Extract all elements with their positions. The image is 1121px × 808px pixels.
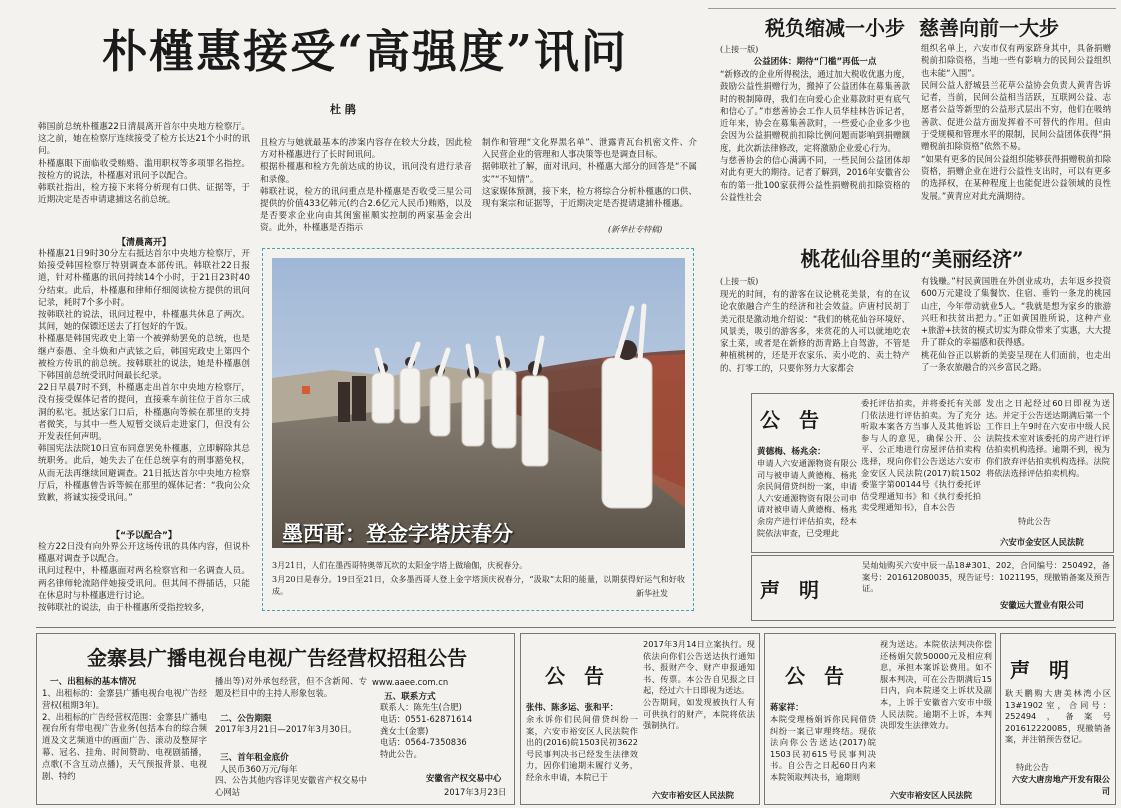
- notice-text: 余永诉你们民间借贷纠纷一案，六安市裕安区人民法院作出的(2016)皖1503民初3622号民事判决书已经发生法律效力，因你们逾期未履行义务，经余永申请，本院已于: [526, 714, 638, 782]
- notice-recipient: 蒋家祥：: [770, 702, 804, 712]
- ad-text: 四、公告其他内容详见安徽省产权交易中心网站: [215, 775, 367, 797]
- ad-section: 一、出租标的基本情况: [50, 677, 136, 687]
- ad-url: www.aaee.com.cn: [372, 677, 449, 687]
- source-credit: (新华社专特稿): [608, 225, 663, 234]
- notice-text: 2017年3月14日立案执行。现依法向你们公告送达执行通知书、报财产令、财产申报通知书、传票。本公告自见报之日起，经过六十日即视为送达。 公告期间，如发现被执行人有可供执行的财产，本院将依法强制执行。: [643, 639, 755, 731]
- statement-heading: 声 明: [1010, 658, 1075, 682]
- notice-recipient: 黄德梅、杨兆余：: [757, 447, 826, 457]
- notice-text: 发出之日起经过60日即视为送达。并定于公告送达期满后第一个工作日上午9时在六安市中级人民法院技术室对该委托的房产进行评估拍卖机构选择。逾期不到，视为你们放弃评估拍卖机构选择。法院将依法选择评估拍卖机构。: [986, 398, 1110, 478]
- ad-date: 2017年3月23日: [444, 787, 507, 797]
- ad-title: 金寨县广播电视台电视广告经营权招租公告: [87, 646, 467, 670]
- news-photo: [272, 258, 685, 548]
- notice-sign: 六安市裕安区人民法院: [890, 790, 972, 800]
- statement-heading: 声 明: [760, 578, 825, 602]
- peach-headline: 桃花仙谷里的“美丽经济”: [800, 247, 1024, 271]
- notice-text: 申请人六安通源物资有限公司与被申请人黄德梅、杨兆余民间借贷纠纷一案，申请人六安通源物资有限公司申请对被申请人黄德梅、杨兆余房产进行评估拍卖，经本院依法审查，已受理此: [757, 458, 857, 538]
- tax-headline: 税负缩减一小步 慈善向前一大步: [765, 16, 1059, 40]
- notice-text: 视为送达。本院依法判决你偿还杨娟欠款50000元及相应利息，承担本案诉讼费用。如不服本判决，可在公告期满后15日内，向本院递交上诉状及副本，上诉于安徽省六安市中级人民法院。逾期不上诉，本判决即发生法律效力。: [880, 639, 992, 731]
- subheading: 【清晨离开】: [116, 238, 171, 248]
- notice-recipient: 张伟、陈多运、张和平：: [526, 702, 619, 712]
- subheading: 【“予以配合”】: [111, 531, 177, 541]
- article-text: 组织名单上，六安市仅有两家跻身其中，具备捐赠税前扣除资格，当地一些有影响力的民间公益组织也未能“入围”。 民间公益人舒城县兰花草公益协会负责人黄青告诉记者，当前，民间公益相当活跃，互联网公益、志愿者公益等新型的公益形式层出不穷，他们在吸纳善款、促进公益方面发挥着不可替代的作用。但由于受规模和管理水平的限制，民间公益团体获得“捐赠税前扣除资格”依然不易。 “如果有更多的民间公益组织能够获得捐赠税前扣除资格，捐赠企业在进行公益性支出时，可以有更多的选择权，在某种程度上也能促进公益领域的良性发展。”黄青应对此充满期待。: [921, 43, 1111, 201]
- notice-text: 本院受理杨娟诉你民间借贷纠纷一案已审理终结。现依法向你公告送达(2017)皖1503民初615号民事判决书。自公告之日起60日内来本院领取判决书，逾期则: [770, 714, 876, 782]
- notice-text: 委托评估拍卖，并将委托有关部门依法进行评估拍卖。为了充分听取本案各方当事人及其他诉讼参与人的意见，确保公开、公平、公正地进行房屋评估拍卖构选择，现向你们公告送达六安市金安区人民法院(2017)皖1502委鉴字第00144号《执行委托评估受理通知书》和《执行委托拍卖受理通知书》，自本公告: [861, 398, 981, 513]
- article-text: 朴槿惠21日9时30分左右抵达首尔中央地方检察厅，开始接受韩国检察厅特别调查本部传讯。韩联社22日报道，针对朴槿惠的讯问持续14个小时，于21日23时40分结束。此后，朴槿惠和律师仔细阅读检方提供的讯问记录，耗时7个多小时。 按韩联社的说法，讯问过程中，朴槿惠共休息了两次。其间，她的保镖还送去了打包好的午饭。 朴槿惠是韩国宪政史上第一个被弹劾罢免的总统，也是继卢泰愚、全斗焕和卢武铉之后，韩国宪政史上第四个被检方传讯的前总统。按韩联社的说法，她是朴槿惠创下韩国前总统受讯时间最长纪录。 22日早晨7时不到，朴槿惠走出首尔中央地方检察厅，没有接受媒体记者的提问，直接乘车前往位于首尔三成洞的私宅。抵达家门口后，朴槿惠向等候在那里的支持者微笑，与其中一些人短暂交谈后走进家门，但没有公开发表任何声明。 韩国宪法法院10日宣布同意罢免朴槿惠，立即解除其总统职务。此后，她失去了在任总统享有的刑事豁免权，从而无法再继续回避调查。21日抵达首尔中央地方检察厅后，朴槿惠曾告诉等候在那里的媒体记者：“我向公众致歉，将诚实接受讯问。”: [38, 249, 250, 504]
- ad-section: 三、首年租金底价: [220, 753, 289, 763]
- photo-title: 墨西哥：登金字塔庆春分: [282, 521, 513, 546]
- ad-text: 人民币360万元/每年: [220, 764, 298, 774]
- article-text: 有钱赚。”村民黄国胜在外创业成功，去年返乡投资600万元建设了集餐饮、住宿、垂钓一条龙的桃园山庄，今年带动就业5人。“我就是想为家乡的旅游兴旺和扶贫出把力。”正如黄国胜所说，这种产业+旅游+扶贫的模式切实为群众带来了实惠，大大提升了群众的幸福感和获得感。 桃花仙谷正以崭新的美姿呈现在人们面前，也走出了一条农旅融合的兴乡富民之路。: [921, 276, 1111, 373]
- notice-heading: 公 告: [545, 664, 610, 688]
- byline: 杜 鹃: [330, 103, 356, 116]
- subheading: 公益团体：期待“门槛”再低一点: [753, 57, 877, 67]
- article-text: 且检方与她就最基本的涉案内容存在较大分歧，因此检方对朴槿惠进行了长时间讯问。 根据朴槿惠和检方先前达成的协议，讯问没有进行录音和录像。 韩联社说，检方的讯问重点是朴槿惠是否收受三星公司提供的价值433亿韩元(约合2.6亿元人民币)贿赂，以及是否要求企业向由其闺蜜崔顺实控制的两家基金会出资。此外，朴槿惠是否指示: [260, 138, 472, 234]
- ad-text: 1、出租标的：金寨县广播电视台电视广告经营权(租期3年)。 2、出租标的广告经营权范围：金寨县广播电视台所有带电视广告业务(包括本台的综合频道及文艺频道中的画面广告、滚动及整屏字幕、冠名、挂角、时间赞助、电视剧插播，点歌(不含互动点播)，天气预报背景、电视剧、特约: [42, 688, 207, 781]
- notice-sign: 六安市金安区人民法院: [1000, 537, 1084, 547]
- ad-sign: 安徽省产权交易中心: [426, 773, 502, 783]
- ad-text: 2017年3月21日—2017年3月30日。: [215, 724, 357, 734]
- photo-caption: 3月20日是春分。19日至21日，众多墨西哥人登上金字塔顶庆祝春分，“汲取”太阳的能量，以期获得好运气和好收成。: [272, 575, 685, 597]
- statement-sign: 特此公告: [1016, 762, 1049, 772]
- article-text: 现光的时间，有的游客在议论桃花美景，有的在议论农旅融合产生的经济和社会效益。庐唐村民胡丁美元很是激动地介绍说：“我们的桃花仙谷环境好、风景美，吸引的游客多，来赏花的人可以就地吃农家土菜，或者是在新修的沥青路上自驾游，不管是种植桃树的，还是开农家乐、卖小吃的、卖土特产的、打零工的，只要你努力大家都会: [720, 289, 910, 373]
- statement-sign: 六安大唐房地产开发有限公司: [1011, 774, 1110, 796]
- main-headline: 朴槿惠接受“高强度”讯问: [102, 25, 628, 78]
- statement-text: 耿天鹏购大唐美林湾小区13#1902室，合同号：252494，备案号201612220085，现撤销备案，并注销预告登记。: [1005, 688, 1111, 745]
- statement-sign: 安徽远大置业有限公司: [1000, 600, 1084, 610]
- article-text: 检方22日没有向外界公开这场传讯的具体内容，但说朴槿惠对调查予以配合。 讯问过程中，朴槿惠面对两名检察官和一名调查人员。两名律师轮流陪伴她接受讯问。但其间不得插话，只能在休息时与朴槿惠进行讨论。 按韩联社的说法，由于朴槿惠所受指控较多，: [38, 542, 250, 614]
- article-text: 韩国前总统朴槿惠22日清晨离开首尔中央地方检察厅。这之前，她在检察厅连续接受了检方长达21个小时的讯问。 朴槿惠眼下面临收受贿赂、滥用职权等多项罪名指控。按检方的说法，朴槿惠对讯问予以配合。 韩联社指出，检方接下来将分析现有口供、证据等，于近期决定是否申请逮捕这名前总统。: [38, 122, 250, 206]
- notice-sign: 六安市裕安区人民法院: [652, 790, 734, 800]
- photo-credit: 新华社发: [636, 589, 668, 598]
- notice-heading: 公 告: [760, 408, 825, 432]
- photo-caption: 3月21日，人们在墨西哥特奥蒂瓦坎的太阳金字塔上做瑜伽，庆祝春分。: [272, 561, 528, 570]
- ad-text: 联系人：陈先生(合肥) 电话：0551-62871614 龚女士(金寨) 电话：0564-7350836 特此公告。: [380, 702, 473, 760]
- notice-heading: 公 告: [785, 664, 850, 688]
- article-text: “新修改的企业所得税法，通过加大税收优惠力度，鼓励公益性捐赠行为，搬掉了公益团体在募集善款时的税制障碍，我们在向爱心企业募款时更有底气和信心了。”市慈善协会工作人员华桂林告诉记者，近年来，协会在募集善款时，一些爱心企业多少也会因为公益捐赠税前扣除比例问题而影响到捐赠额度，此次新法律修改，定将激励企业爱心行为。 与慈善协会的信心满满不同，一些民间公益团体却对此有更大的期待。记者了解到，2016年安徽省公布的第一批100家获得公益性捐赠税前扣除资格的公益性社会: [720, 69, 910, 202]
- article-text: 制作和管理“文化界黑名单”、泄露青瓦台机密文件、介入民营企业的管理和人事决策等也是调查目标。 据韩联社了解，面对讯问，朴槿惠大部分的回答是“不属实”“不知情”。 这家媒体预测，接下来，检方将综合分析朴槿惠的口供、现有案宗和证据等，于近期决定是否提请逮捕朴槿惠。: [482, 138, 697, 210]
- statement-text: 吴灿灿购买六安中辰一品18#301、202，合同编号：250492，备案号：201612080035，现告证号：1021195，现撤销备案及预告证。: [862, 560, 1110, 594]
- notice-sign: 特此公告: [1018, 516, 1051, 526]
- continuation-note: (上接一版): [720, 277, 759, 286]
- ad-section: 二、公告期限: [220, 714, 272, 724]
- continuation-note: (上接一版): [720, 45, 759, 54]
- ad-text: 播出等)对外承包经营，但不含新闻、专题及栏目中的主持人形象包装。: [215, 676, 367, 698]
- ad-section: 五、联系方式: [384, 692, 436, 702]
